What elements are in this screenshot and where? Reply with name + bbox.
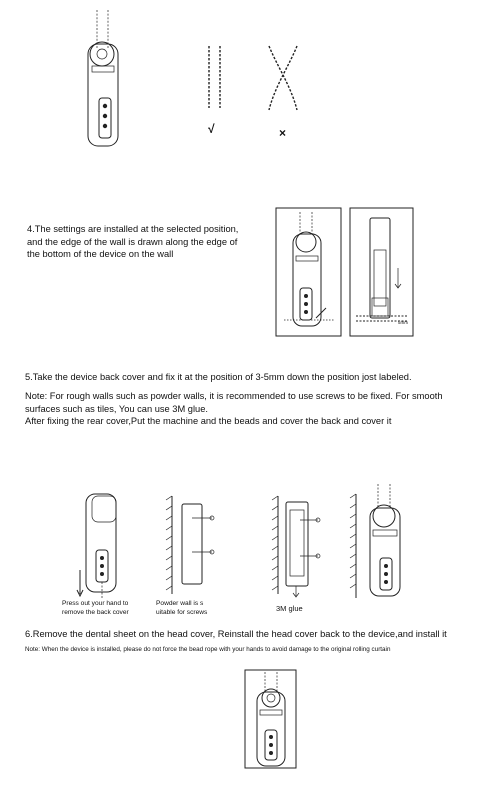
caption-powder-line2: uitable for screws <box>156 608 208 616</box>
step5-title: 5.Take the device back cover and fix it at the position of 3-5mm down the position jost labeled. <box>25 372 412 382</box>
correct-chain-illustration <box>203 46 227 126</box>
step6-title: 6.Remove the dental sheet on the head cover, Reinstall the head cover back to the device,and install it <box>25 629 447 639</box>
caption-remove-back-cover <box>62 600 129 617</box>
3m-glue-illustration <box>268 490 328 600</box>
device-with-bead-chain-illustration <box>70 10 140 150</box>
step4-line3: the bottom of the device on the wall <box>27 249 174 259</box>
caption-powder-wall <box>156 600 207 617</box>
step4-text <box>27 223 267 261</box>
step4-device-marking-illustration <box>276 208 342 338</box>
caption-3m-glue: 3M glue <box>276 604 303 613</box>
caption-powder-line1: Powder wall is s <box>156 600 204 607</box>
remove-back-cover-illustration <box>78 490 128 600</box>
step5-note1: Note: For rough walls such as powder walls, it is recommended to use screws to be fixed. For smooth <box>25 391 443 401</box>
step6-note: Note: When the device is installed, please do not force the bead rope with your hands to avoid damage to the original rolling curtain <box>25 646 391 653</box>
step4-back-cover-illustration <box>350 208 414 338</box>
step5-note2: surfaces such as tiles, You can use 3M glue. <box>25 403 208 414</box>
step5-note3: After fixing the rear cover,Put the machine and the beads and cover the back and cover it <box>25 416 392 426</box>
caption-press-line1: Press out your hand to <box>62 600 129 607</box>
step5-notes <box>25 390 495 428</box>
step4-line1: 4.The settings are installed at the selected position, <box>27 224 239 234</box>
correct-mark: √ <box>208 122 215 136</box>
installed-device-illustration <box>348 484 408 602</box>
caption-press-line2: remove the back cover <box>62 608 129 616</box>
powder-wall-screws-illustration <box>160 490 220 600</box>
step4-line2: and the edge of the wall is drawn along the edge of <box>27 236 238 247</box>
wrong-chain-illustration <box>265 46 301 126</box>
wrong-mark: × <box>279 126 287 140</box>
step4-measure-label: 5mm <box>398 320 408 325</box>
step6-final-install-illustration <box>245 670 297 770</box>
